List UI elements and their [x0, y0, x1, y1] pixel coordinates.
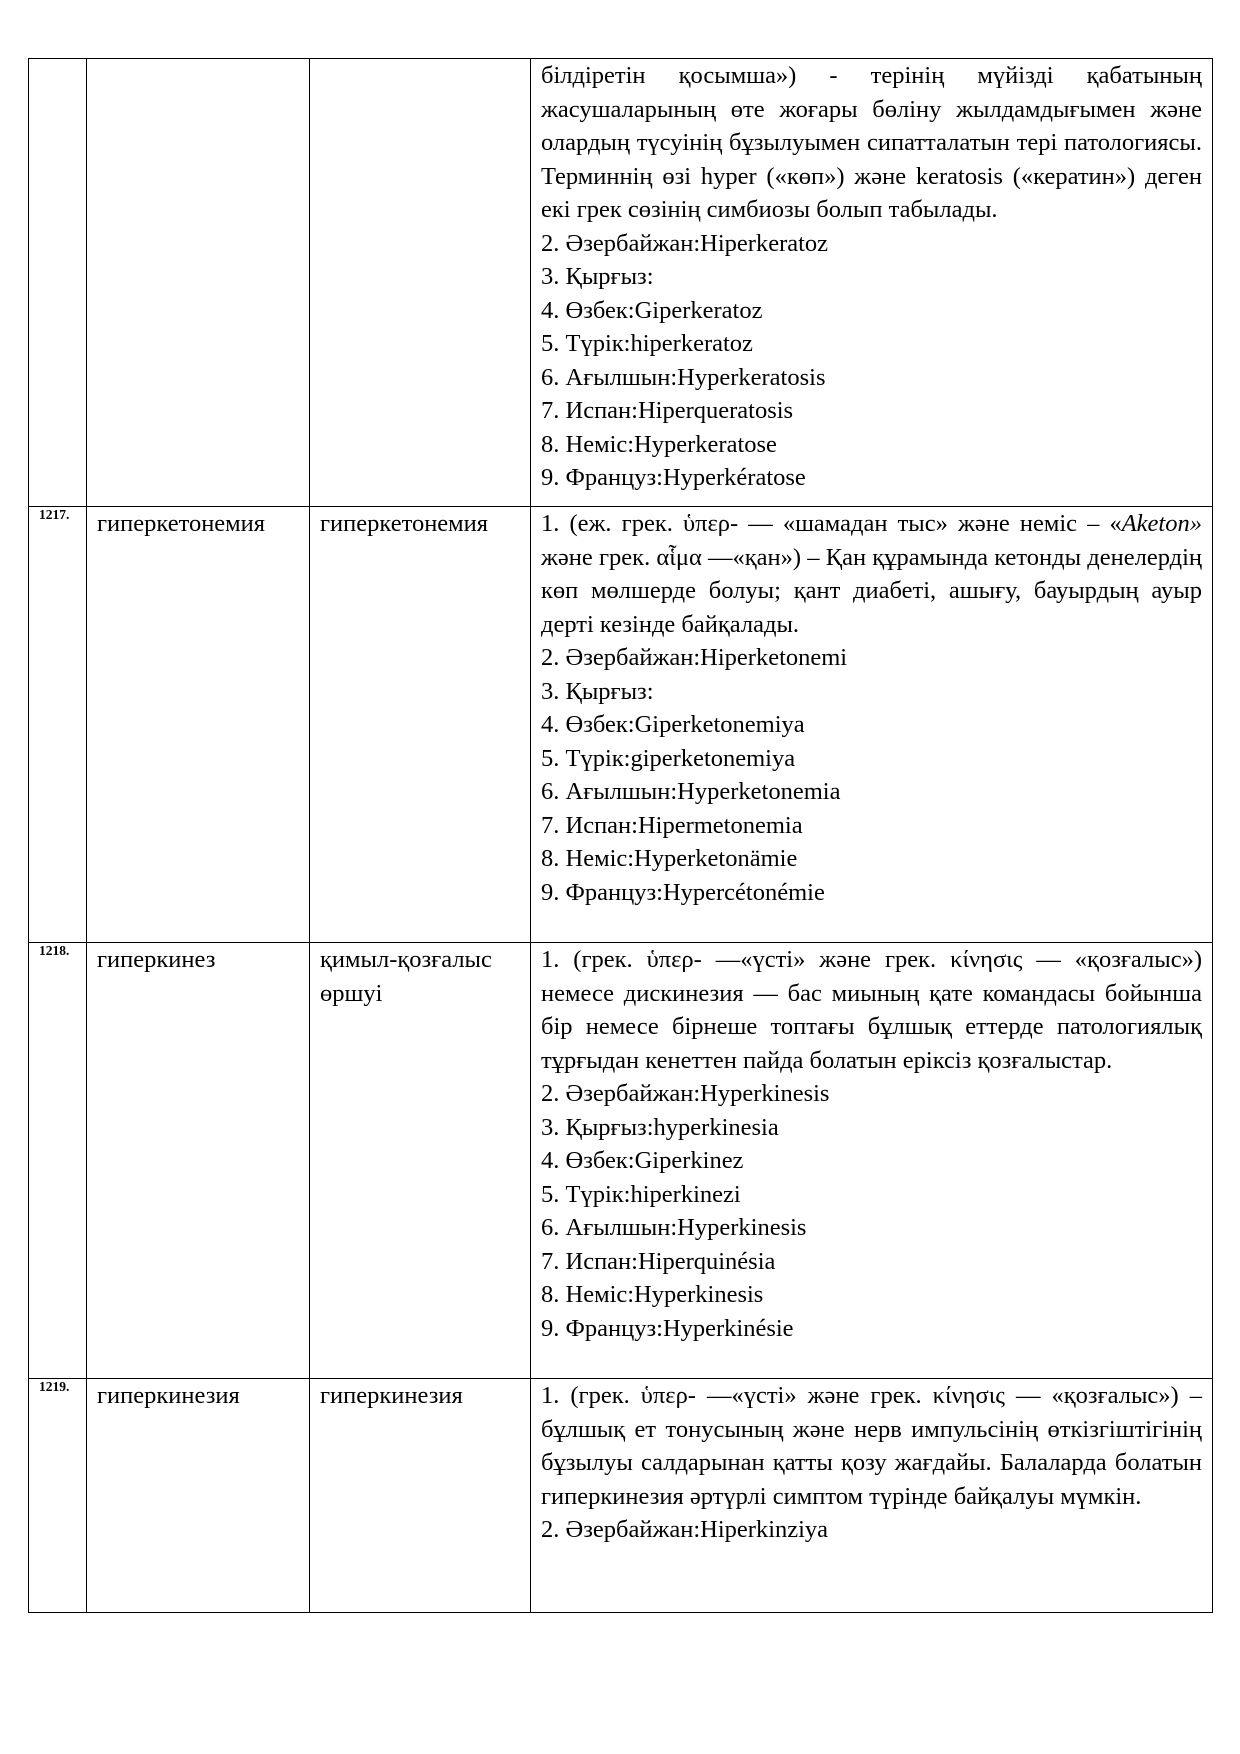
translation-line: 6. Ағылшын:Hyperketonemia: [541, 778, 841, 805]
translation-line: 7. Испан:Hiperqueratosis: [541, 397, 794, 424]
translation-line: 3. Қырғыз:: [541, 677, 654, 705]
entry-term: гиперкетонемия: [87, 507, 310, 943]
translation-line: 3. Қырғыз:hyperkinesia: [541, 1113, 779, 1141]
translation-line: 2. Әзербайжан:Hiperkeratoz: [541, 229, 829, 257]
translation-line: 7. Испан:Hipermetonemia: [541, 811, 803, 839]
translation-line: 2. Әзербайжан:Hiperkinziya: [541, 1516, 829, 1543]
translation-line: 9. Француз:Hyperkinésie: [541, 1314, 794, 1342]
translation-line: 5. Түрік:giperketonemiya: [541, 744, 796, 772]
entry-kazakh-term: қимыл-қозғалыс өршуі: [310, 943, 531, 1379]
entry-definition: [531, 1379, 1213, 1613]
entry-kazakh-term: [310, 59, 531, 507]
translation-line: 9. Француз:Hyperkératose: [541, 464, 806, 491]
definition-text: және грек. αἷμα —«қан») – Қан құрамында кетонды денелердің көп мөлшерде болуы; қант диабеті, ашығу, бауырдың ауыр дерті кезінде байқалады.: [541, 543, 1202, 638]
table-row: [29, 943, 1213, 1379]
definition-italic-term: Aketon»: [1121, 510, 1202, 537]
translation-line: 4. Өзбек:Giperkeratoz: [541, 296, 763, 324]
entry-definition: [531, 59, 1213, 507]
entry-kazakh-term: гиперкетонемия: [310, 507, 531, 943]
table-row: [29, 1379, 1213, 1613]
definition-paragraph: 1. (грек. ὑπερ- —«үсті» және грек. κίνησις — «қозғалыс») – бұлшық ет тонусының және нерв импульсінің өткізгіштігінің бұзылуы салдарынан қатты қозу жағдайы. Балаларда болатын гиперкинезия әртүрлі симптом түрінде байқалуы мүмкін.: [541, 1382, 1202, 1510]
translation-line: 5. Түрік:hiperkeratoz: [541, 330, 753, 357]
entry-definition: [531, 507, 1213, 943]
entry-term: гиперкинезия: [87, 1379, 310, 1613]
translation-line: 7. Испан:Hiperquinésia: [541, 1247, 776, 1275]
translation-line: 2. Әзербайжан:Hyperkinesis: [541, 1080, 830, 1107]
translation-line: 4. Өзбек:Giperkinez: [541, 1147, 744, 1174]
definition-text: 1. (еж. грек. ὑπερ- — «шамадан тыс» және неміс – «: [541, 510, 1122, 537]
translation-line: 6. Ағылшын:Hyperkeratosis: [541, 363, 826, 391]
translation-line: 8. Неміс:Hyperkeratose: [541, 430, 777, 458]
definition-paragraph: [541, 507, 1202, 641]
translation-line: 2. Әзербайжан:Hiperketonemi: [541, 644, 848, 671]
definition-paragraph: 1. (грек. ὑπερ- —«үсті» және грек. κίνησις — «қозғалыс») немесе дискинезия — бас миының қате командасы бойынша бір немесе бірнеше топтағы бұлшық еттерде патологиялық тұрғыдан кенеттен пайда болатын еріксіз қозғалыстар.: [541, 946, 1202, 1074]
entry-number: 1218.: [29, 943, 87, 1379]
entry-kazakh-term: гиперкинезия: [310, 1379, 531, 1613]
translation-line: 8. Неміс:Hyperkinesis: [541, 1281, 764, 1308]
entry-definition: [531, 943, 1213, 1379]
table-row: [29, 507, 1213, 943]
translation-line: 5. Түрік:hiperkinezi: [541, 1180, 741, 1208]
translation-line: 6. Ағылшын:Hyperkinesis: [541, 1214, 807, 1241]
dictionary-table: [28, 58, 1213, 1613]
translation-line: 9. Француз:Hypercétonémie: [541, 878, 825, 906]
entry-term: [87, 59, 310, 507]
translation-line: 3. Қырғыз:: [541, 263, 654, 290]
translation-line: 4. Өзбек:Giperketonemiya: [541, 711, 805, 738]
translation-line: 8. Неміс:Hyperketonämie: [541, 845, 798, 872]
entry-number: 1217.: [29, 507, 87, 943]
table-row: [29, 59, 1213, 507]
definition-paragraph: білдіретін қосымша») - терінің мүйізді қабатының жасушаларының өте жоғары бөліну жылдамдығымен және олардың түсуінің бұзылуымен сипатталатын тері патологиясы. Терминнің өзі hyper («көп») және keratosis («кератин») деген екі грек сөзінің симбиозы болып табылады.: [541, 62, 1202, 223]
entry-term: гиперкинез: [87, 943, 310, 1379]
entry-number: [29, 59, 87, 507]
entry-number: 1219.: [29, 1379, 87, 1613]
